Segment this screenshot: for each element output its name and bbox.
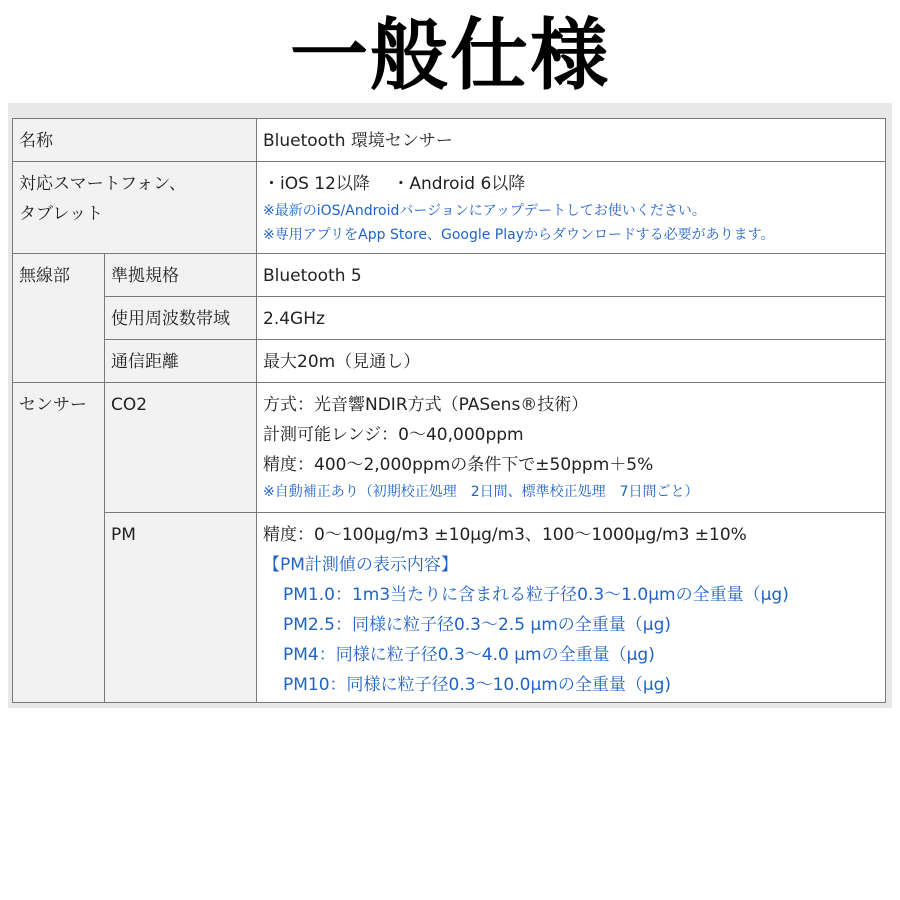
- pm-item: PM1.0：1m3当たりに含まれる粒子径0.3〜1.0μmの全重量（μg): [283, 585, 789, 605]
- pm-item: PM10：同様に粒子径0.3〜10.0μmの全重量（μg): [283, 675, 672, 695]
- row-label-co2: CO2: [105, 383, 257, 513]
- row-label-pm: PM: [105, 513, 257, 703]
- group-label-wireless: 無線部: [13, 254, 105, 383]
- table-row-smartphone: [13, 162, 886, 254]
- row-value-standard: Bluetooth 5: [257, 254, 886, 297]
- co2-note: ※自動補正あり（初期校正処理 2日間、標準校正処理 7日間ごと）: [263, 484, 699, 500]
- note-app-download: ※専用アプリをApp Store、Google Playからダウンロードする必要があります。: [263, 227, 775, 243]
- co2-accuracy: 精度：400〜2,000ppmの条件下で±50ppm＋5%: [263, 455, 654, 475]
- row-value-pm: [257, 513, 886, 703]
- row-label-range: 通信距離: [105, 340, 257, 383]
- table-row-co2: [13, 383, 886, 513]
- table-row-range: [13, 340, 886, 383]
- group-label-sensor: センサー: [13, 383, 105, 703]
- page-title: 一般仕様: [289, 11, 610, 101]
- pm-accuracy: 精度：0〜100μg/m3 ±10μg/m3、100〜1000μg/m3 ±10%: [263, 525, 747, 545]
- table-row-pm: [13, 513, 886, 703]
- os-requirements: ・iOS 12以降 ・Android 6以降: [263, 174, 526, 194]
- row-value-frequency: 2.4GHz: [257, 297, 886, 340]
- table-row-standard: [13, 254, 886, 297]
- pm-heading: 【PM計測値の表示内容】: [263, 555, 458, 575]
- spec-table: [12, 118, 886, 703]
- row-label-smartphone: 対応スマートフォン、 タブレット: [13, 162, 257, 254]
- pm-item: PM4：同様に粒子径0.3〜4.0 μmの全重量（μg): [283, 645, 655, 665]
- row-value-range: 最大20m（見通し）: [257, 340, 886, 383]
- row-label-name: 名称: [13, 119, 257, 162]
- row-value-name: Bluetooth 環境センサー: [257, 119, 886, 162]
- table-row-name: [13, 119, 886, 162]
- row-value-co2: [257, 383, 886, 513]
- co2-range: 計測可能レンジ：0〜40,000ppm: [263, 425, 524, 445]
- row-label-frequency: 使用周波数帯域: [105, 297, 257, 340]
- row-value-smartphone: [257, 162, 886, 254]
- note-update: ※最新のiOS/Androidバージョンにアップデートしてお使いください。: [263, 203, 706, 219]
- row-label-standard: 準拠規格: [105, 254, 257, 297]
- table-row-frequency: [13, 297, 886, 340]
- co2-method: 方式：光音響NDIR方式（PASens®技術）: [263, 395, 589, 415]
- pm-item: PM2.5：同様に粒子径0.3〜2.5 μmの全重量（μg): [283, 615, 672, 635]
